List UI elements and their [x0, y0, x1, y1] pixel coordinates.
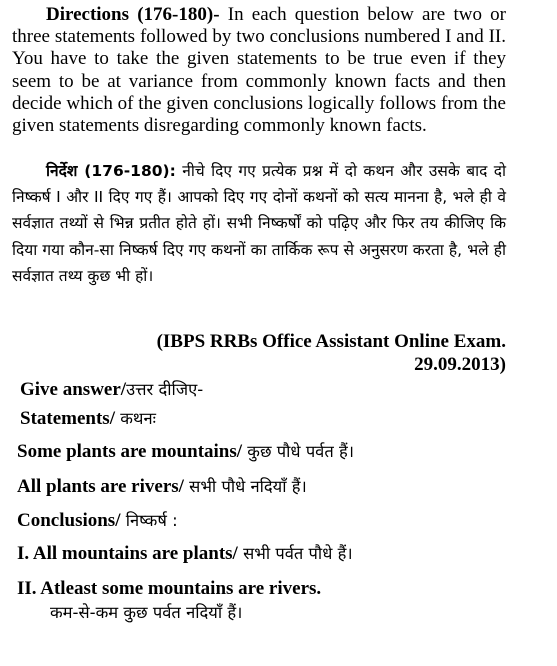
- give-answer-en: Give answer/: [20, 379, 127, 400]
- statements-label-hi: कथनः: [114, 409, 156, 428]
- statement-1: [17, 440, 354, 464]
- statement-1-en: Some plants are mountains/: [17, 441, 243, 462]
- conclusion-2-hi: कम-से-कम कुछ पर्वत नदियाँ हैं।: [50, 603, 243, 622]
- statements-label: [20, 407, 156, 431]
- directions-heading-hindi: निर्देश (176-180):: [46, 162, 176, 180]
- conclusion-1: [17, 542, 353, 566]
- conclusion-2: [17, 577, 321, 601]
- conclusion-1-hi: सभी पर्वत पौधे हैं।: [237, 544, 353, 563]
- conclusion-2-hindi-line: [50, 601, 242, 625]
- conclusion-1-en: I. All mountains are plants/: [17, 543, 238, 564]
- conclusions-label: [17, 509, 178, 533]
- exam-source-line-1: (IBPS RRBs Office Assistant Online Exam.: [156, 331, 506, 352]
- statements-label-en: Statements/: [20, 408, 115, 429]
- exam-source-line-2: 29.09.2013): [414, 354, 506, 375]
- directions-text-hindi: नीचे दिए गए प्रत्येक प्रश्न में दो कथन और उसके बाद दो निष्कर्ष I और II दिए गए हैं। आपको दिए गए दोनों कथनों को सत्य मानना है, भले ही वे सर्वज्ञात तथ्यों से भिन्न प्रतीत होते हों। सभी निष्कर्षों को पढ़िए और फिर तय कीजिए कि दिया गया कौन-सा निष्कर्ष दिए गए कथनों का तार्किक रूप से अनुसरण करता है, भले ही सर्वज्ञात तथ्य कुछ भी हों।: [12, 162, 506, 285]
- conclusion-2-en: II. Atleast some mountains are rivers.: [17, 578, 322, 599]
- statement-2-hi: सभी पौधे नदियाँ हैं।: [183, 477, 307, 496]
- directions-hindi: [12, 158, 506, 289]
- statement-2: [17, 475, 307, 499]
- directions-heading: Directions (176-180)-: [46, 4, 220, 25]
- conclusions-label-en: Conclusions/: [17, 510, 121, 531]
- statement-2-en: All plants are rivers/: [17, 476, 184, 497]
- conclusions-label-hi: निष्कर्ष :: [120, 511, 178, 530]
- give-answer-label: [20, 378, 203, 402]
- statement-1-hi: कुछ पौधे पर्वत हैं।: [242, 442, 355, 461]
- directions-text: In each question below are two or three statements followed by two conclusions numbered I and II. You have to take the given statements to be true even if they seem to be at variance from commonly known facts and then decide which of the given conclusions logically follows from the given statements disregarding commonly known facts.: [12, 4, 506, 137]
- directions-english: [12, 4, 506, 137]
- give-answer-hi: उत्तर दीजिए-: [126, 380, 204, 399]
